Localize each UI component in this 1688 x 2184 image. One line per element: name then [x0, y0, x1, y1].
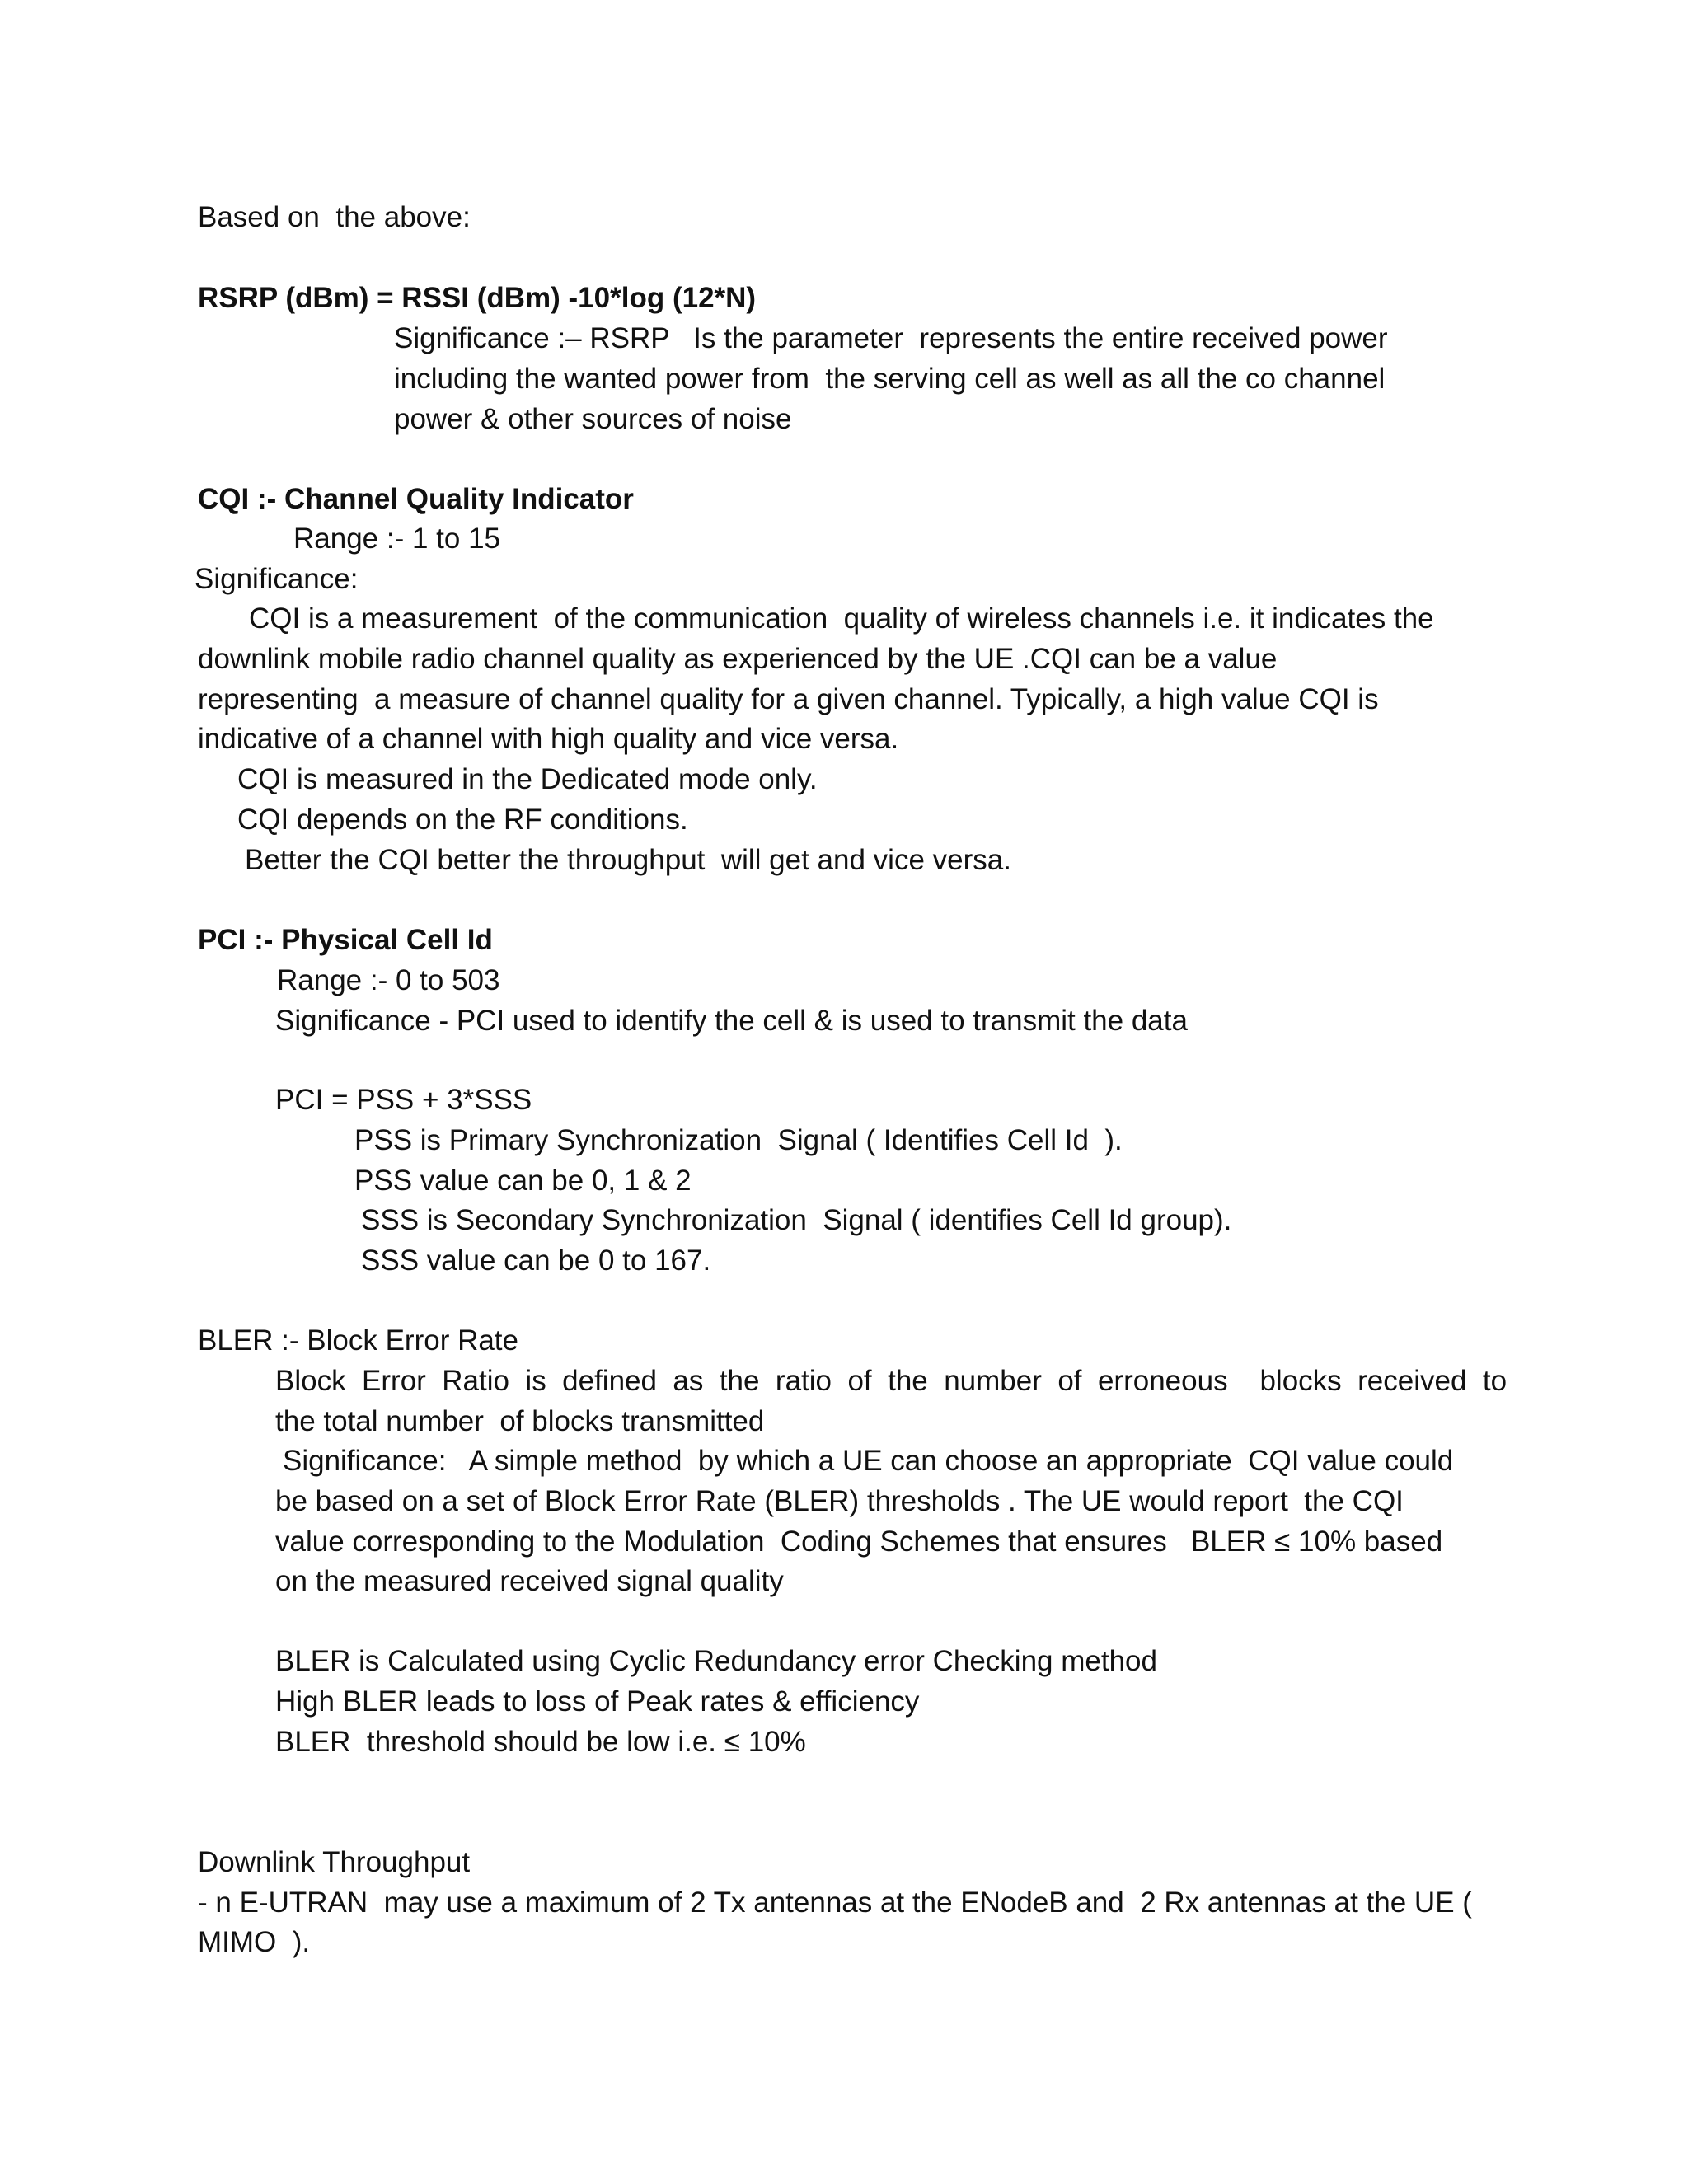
pci-heading: PCI :- Physical Cell Id: [198, 924, 493, 956]
pci-detail: SSS is Secondary Synchronization Signal ( identifies Cell Id group).: [361, 1204, 1232, 1236]
cqi-range: Range :- 1 to 15: [293, 523, 500, 555]
cqi-paragraph-line: downlink mobile radio channel quality as experienced by the UE .CQI can be a value: [198, 643, 1278, 675]
bler-significance-line: Significance: A simple method by which a UE can choose an appropriate CQI value could: [283, 1445, 1454, 1477]
downlink-heading: Downlink Throughput: [198, 1846, 471, 1878]
cqi-heading: CQI :- Channel Quality Indicator: [198, 483, 634, 515]
downlink-line: MIMO ).: [198, 1926, 311, 1958]
bler-significance-line: on the measured received signal quality: [275, 1565, 784, 1597]
cqi-note: CQI is measured in the Dedicated mode only.: [237, 763, 818, 795]
pci-formula: PCI = PSS + 3*SSS: [275, 1084, 532, 1116]
rsrp-significance-line: Significance :– RSRP Is the parameter represents the entire received power: [394, 322, 1388, 354]
downlink-line: - n E-UTRAN may use a maximum of 2 Tx antennas at the ENodeB and 2 Rx antennas at the UE (: [198, 1886, 1472, 1919]
bler-definition-line: the total number of blocks transmitted: [275, 1405, 765, 1437]
pci-range: Range :- 0 to 503: [277, 964, 500, 996]
pci-significance: Significance - PCI used to identify the cell & is used to transmit the data: [275, 1005, 1188, 1037]
pci-detail: PSS value can be 0, 1 & 2: [354, 1165, 692, 1197]
cqi-paragraph-line: representing a measure of channel quality for a given channel. Typically, a high value CQI is: [198, 683, 1379, 715]
cqi-paragraph-line: indicative of a channel with high quality and vice versa.: [198, 723, 899, 755]
cqi-paragraph-line: CQI is a measurement of the communication quality of wireless channels i.e. it indicates the: [249, 602, 1434, 635]
cqi-note: Better the CQI better the throughput will get and vice versa.: [245, 844, 1011, 876]
bler-note: BLER is Calculated using Cyclic Redundancy error Checking method: [275, 1645, 1157, 1677]
bler-significance-line: be based on a set of Block Error Rate (BLER) thresholds . The UE would report the CQI: [275, 1485, 1404, 1517]
bler-definition-line: Block Error Ratio is defined as the ratio of the number of erroneous blocks received to: [275, 1365, 1507, 1397]
rsrp-significance-line: power & other sources of noise: [394, 403, 792, 435]
bler-heading: BLER :- Block Error Rate: [198, 1324, 518, 1357]
cqi-significance-label: Significance:: [195, 563, 359, 595]
rsrp-significance-line: including the wanted power from the serving cell as well as all the co channel: [394, 363, 1386, 395]
bler-significance-line: value corresponding to the Modulation Coding Schemes that ensures BLER ≤ 10% based: [275, 1526, 1443, 1558]
pci-detail: SSS value can be 0 to 167.: [361, 1244, 711, 1277]
bler-note: High BLER leads to loss of Peak rates & efficiency: [275, 1685, 920, 1718]
bler-note: BLER threshold should be low i.e. ≤ 10%: [275, 1726, 806, 1758]
rsrp-heading: RSRP (dBm) = RSSI (dBm) -10*log (12*N): [198, 282, 757, 314]
intro-text: Based on the above:: [198, 201, 471, 233]
cqi-note: CQI depends on the RF conditions.: [237, 804, 688, 836]
pci-detail: PSS is Primary Synchronization Signal ( Identifies Cell Id ).: [354, 1124, 1123, 1156]
